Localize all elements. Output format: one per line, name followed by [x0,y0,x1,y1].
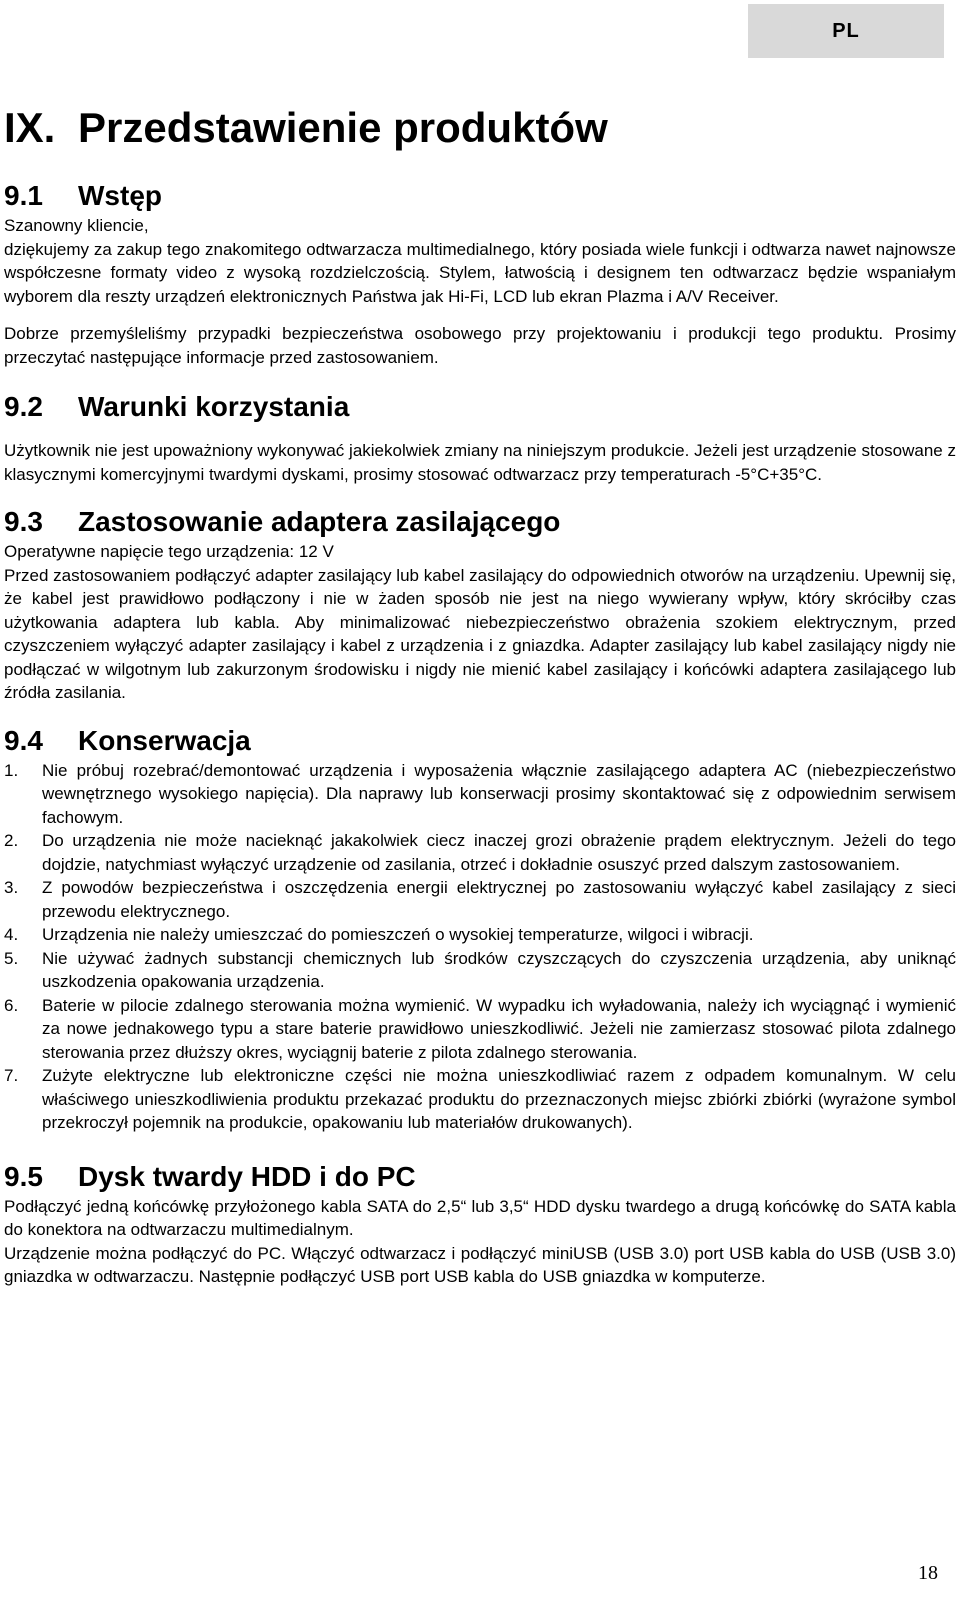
chapter-heading [4,100,956,156]
list-item [4,1064,956,1135]
list-item-text: Urządzenia nie należy umieszczać do pomieszczeń o wysokiej temperaturze, wilgoci i wibracji. [42,925,754,944]
section-heading-9-3 [4,504,956,540]
section-title: Konserwacja [78,724,251,756]
list-item-text: Baterie w pilocie zdalnego sterowania można wymienić. W wypadku ich wyładowania, należy ich wyciągnąć i wymienić za nowe jednakowego typu a stare baterie prawidłowo unieszkodliwić. Jeżeli nie zamierzasz stosować pilota zdalnego sterowania przez dłuższy okres, wyciągnij baterie z pilota zdalnego sterowania. [42,995,956,1062]
section-number: 9.3 [4,506,43,537]
list-item-text: Z powodów bezpieczeństwa i oszczędzenia energii elektrycznej po zastosowaniu wyłączyć kabel zasilający z sieci przewodu elektrycznego. [42,878,956,921]
page-number: 18 [918,1562,938,1584]
list-item-text: Zużyte elektryczne lub elektroniczne części nie można unieszkodliwiać razem z odpadem komunalnym. W celu właściwego unieszkodliwienia produktu przekazać produktu do przeznaczonych miejsc zbiórki zbiórki (wyrażone symbol przekroczył pojemnik na produkcie, opakowaniu lub materiałów drukowanych). [42,1066,956,1132]
section-number: 9.5 [4,1160,43,1192]
paragraph: Podłączyć jedną końcówkę przyłożonego kabla SATA do 2,5“ lub 3,5“ HDD dysku twardego a drugą końcówkę do SATA kabla do konektora na odtwarzaczu multimedialnym. [4,1196,956,1239]
paragraph: Użytkownik nie jest upoważniony wykonywać jakiekolwiek zmiany na niniejszym produkcie. Jeżeli jest urządzenie stosowane z klasycznymi komercyjnymi twardymi dyskami, prosimy stosować odtwarzacz przy temperaturach -5°C+35°C. [4,441,956,484]
section-heading-9-1 [4,178,956,214]
section-number: 9.1 [4,180,43,211]
section-heading-9-5 [4,1159,956,1195]
list-item [4,829,956,876]
document-page [4,100,956,1289]
paragraph: Przed zastosowaniem podłączyć adapter zasilający lub kabel zasilający do odpowiednich otworów na urządzeniu. Upewnij się, że kabel jest prawidłowo podłączony i nie w żaden sposób nie jest na niego wywierany wpływ, który skróciłby czas użytkowania adaptera lub kabla. Aby minimalizować niebezpieczeństwo obrażenia szokiem elektrycznym, przed czyszczeniem wyłączyć adapter zasilający i kabel z urządzenia i z gniazdka. Adapter zasilający lub kabel zasilający nigdy nie podłączać w wilgotnym lub zakurzonym środowisku i nigdy nie mienić kabel zasilający i końcówki adaptera zasilającego lub źródła zasilania. [4,565,956,702]
section-title: Dysk twardy HDD i do PC [78,1160,416,1192]
list-item-text: Nie używać żadnych substancji chemicznych lub środków czyszczących do czyszczenia urządzenia, aby uniknąć uszkodzenia opakowania urządzenia. [42,948,956,991]
paragraph: Operatywne napięcie tego urządzenia: 12 V [4,542,334,561]
language-label: PL [832,19,860,42]
section-title: Warunki korzystania [78,391,350,422]
section-number: 9.2 [4,391,43,422]
language-badge [748,4,944,58]
section-title: Wstęp [78,180,162,211]
list-item [4,994,956,1065]
list-item [4,947,956,994]
section-heading-9-2 [4,389,956,425]
section-title: Zastosowanie adaptera zasilającego [78,506,561,537]
list-item-number: 2. [4,831,19,850]
section-heading-9-4 [4,723,956,759]
list-item [4,876,956,923]
section-number: 9.4 [4,724,43,756]
list-item-text: Nie próbuj rozebrać/demontować urządzenia i wyposażenia włącznie zasilającego adaptera AC (niebezpieczeństwo wewnętrznego wysokiego napięcia). Dla naprawy lub konserwacji prosimy skontaktować się z odpowiednim serwisem fachowym. [42,760,956,827]
chapter-title: Przedstawienie produktów [78,104,608,151]
list-item [4,759,956,830]
list-item-number: 5. [4,948,19,968]
list-item-number: 4. [4,925,19,944]
list-item-number: 1. [4,760,19,780]
list-item-number: 6. [4,995,19,1015]
list-item [4,923,956,947]
paragraph: Dobrze przemyśleliśmy przypadki bezpieczeństwa osobowego przy projektowaniu i produkcji tego produktu. Prosimy przeczytać następujące informacje przed zastosowaniem. [4,324,956,367]
list-item-number: 3. [4,878,19,897]
chapter-number: IX. [4,104,56,151]
list-item-number: 7. [4,1066,19,1085]
maintenance-list [4,759,956,1135]
greeting: Szanowny kliencie, [4,216,149,235]
list-item-text: Do urządzenia nie może nacieknąć jakakolwiek ciecz inaczej grozi obrażenie prądem elektrycznym. Jeżeli do tego dojdzie, natychmiast wyłączyć urządzenie od zasilania, otrzeć i dokładnie osuszyć przed dalszym zastosowaniem. [42,831,956,874]
paragraph: dziękujemy za zakup tego znakomitego odtwarzacza multimedialnego, który posiada wiele funkcji i odtwarza nawet najnowsze współczesne formaty video z wysoką rozdzielczością. Stylem, łatwością i designem ten odtwarzacz będzie wspaniałym wyborem dla reszty urządzeń elektronicznych Państwa jak Hi-Fi, LCD lub ekran Plazma i A/V Receiver. [4,239,956,306]
paragraph: Urządzenie można podłączyć do PC. Włączyć odtwarzacz i podłączyć miniUSB (USB 3.0) port USB kabla do USB (USB 3.0) gniazdka w odtwarzaczu. Następnie podłączyć USB port USB kabla do USB gniazdka w komputerze. [4,1243,956,1286]
